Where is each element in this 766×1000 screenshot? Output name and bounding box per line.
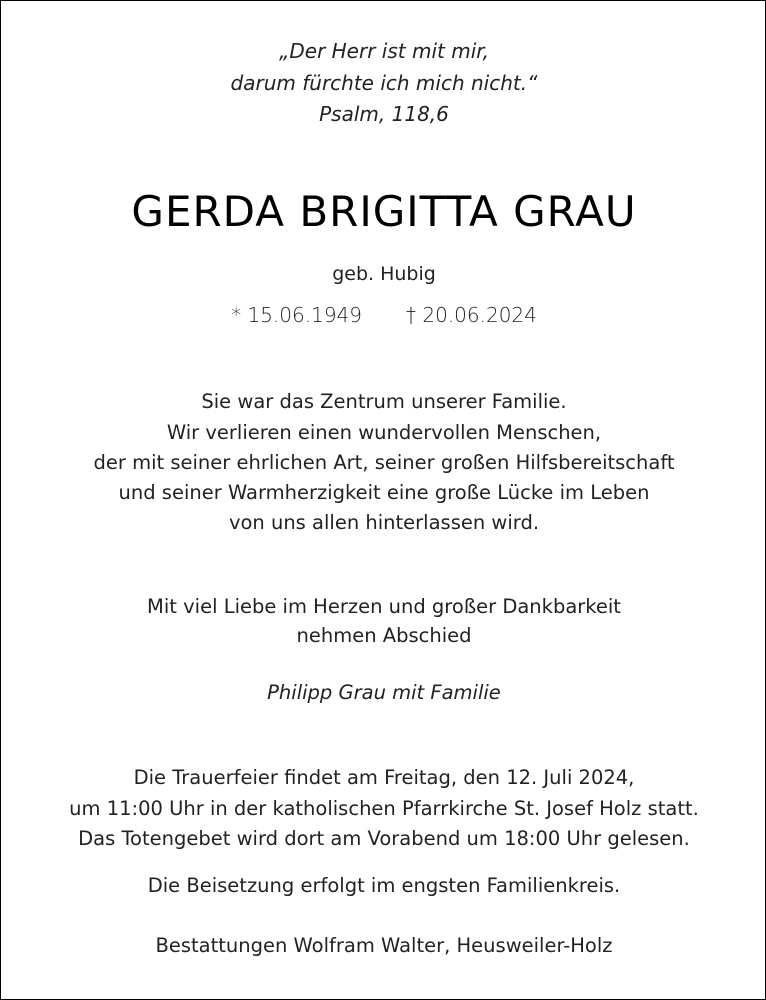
maiden-name: geb. Hubig bbox=[332, 263, 436, 285]
tribute-line: und seiner Warmherzigkeit eine große Lücke im Leben bbox=[118, 481, 650, 504]
quote-source: Psalm, 118,6 bbox=[319, 102, 449, 126]
quote-line-1: „Der Herr ist mit mir, bbox=[279, 39, 489, 63]
farewell-line: Mit viel Liebe im Herzen und großer Dankbarkeit bbox=[147, 595, 621, 618]
deceased-name: GERDA BRIGITTA GRAU bbox=[131, 187, 637, 236]
mourners-signature: Philipp Grau mit Familie bbox=[267, 681, 501, 704]
death-date: † 20.06.2024 bbox=[406, 303, 537, 327]
farewell-line: nehmen Abschied bbox=[296, 624, 472, 647]
undertaker: Bestattungen Wolfram Walter, Heusweiler-Holz bbox=[155, 934, 613, 957]
service-line: Die Trauerfeier findet am Freitag, den 12. Juli 2024, bbox=[133, 766, 635, 789]
life-dates bbox=[1, 303, 766, 327]
tribute-line: der mit seiner ehrlichen Art, seiner großen Hilfsbereitschaft bbox=[93, 451, 675, 474]
tribute-line: Sie war das Zentrum unserer Familie. bbox=[201, 390, 567, 413]
burial-note: Die Beisetzung erfolgt im engsten Familienkreis. bbox=[147, 874, 621, 897]
tribute-line: Wir verlieren einen wundervollen Menschen, bbox=[166, 421, 602, 444]
quote-line-2: darum fürchte ich mich nicht.“ bbox=[230, 71, 538, 95]
service-line: um 11:00 Uhr in der katholischen Pfarrkirche St. Josef Holz statt. bbox=[69, 797, 699, 820]
service-line: Das Totengebet wird dort am Vorabend um 18:00 Uhr gelesen. bbox=[78, 827, 690, 850]
tribute-line: von uns allen hinterlassen wird. bbox=[228, 511, 540, 534]
birth-date: * 15.06.1949 bbox=[231, 303, 362, 327]
